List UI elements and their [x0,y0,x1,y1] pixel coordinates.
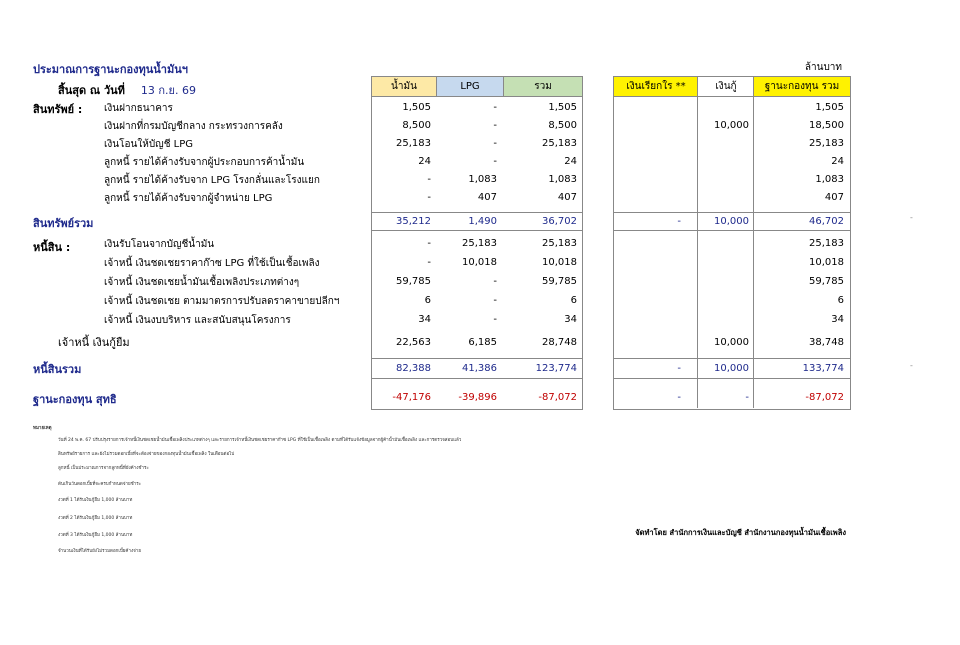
as-of-label: สิ้นสุด ณ วันที่ [58,84,125,97]
liability-row-label: เจ้าหนี้ เงินชดเชยน้ำมันเชื้อเพลิงประเภทต่างๆ [104,277,300,288]
asset-row-oil: - [427,192,431,203]
assets-label: สินทรัพย์ : [33,103,83,116]
liabilities-total-oil: 82,388 [396,363,431,374]
liability-row-total: 34 [564,314,577,325]
liability-row-label: เจ้าหนี้ เงินชดเชยราคาก๊าซ LPG ที่ใช้เป็นเชื้อเพลิง [104,258,320,269]
note-line: งวดที่ 2 ได้รับเงินกู้ยืม 1,000 ล้านบาท [58,516,133,521]
net-position-interest: - [677,392,681,403]
loan-creditor-loan: 10,000 [714,337,749,348]
asset-row-fund: 1,083 [815,174,844,185]
liability-row-fund: 25,183 [809,238,844,249]
liability-row-lpg: 25,183 [462,238,497,249]
liabilities-total-total: 123,774 [535,363,577,374]
assets-total-total: 36,702 [542,216,577,227]
loan-creditor-label: เจ้าหนี้ เงินกู้ยืม [58,336,130,349]
report-title: ประมาณการฐานะกองทุนน้ำมันฯ [33,63,188,76]
liability-row-interest [613,234,681,253]
notes-heading: หมายเหตุ [33,426,52,431]
liabilities-total-loan: 10,000 [714,363,749,374]
net-position-fund: -87,072 [805,392,844,403]
asset-row-interest [613,170,681,189]
prepared-by-credit: จัดทำโดย สำนักการเงินและบัญชี สำนักงานกองทุนน้ำมันเชื้อเพลิง [635,528,846,537]
asset-row-oil: 1,505 [402,102,431,113]
asset-row-label: เงินฝากที่กรมบัญชีกลาง กระทรวงการคลัง [104,121,283,132]
liability-row-oil: 59,785 [396,276,431,287]
asset-row-loan: 10,000 [714,120,749,131]
asset-row-oil: 24 [418,156,431,167]
asset-row-interest [613,116,681,135]
asset-row-lpg: - [493,120,497,131]
asset-row-fund: 407 [824,192,844,203]
liability-row-interest [613,291,681,310]
liability-row-fund: 10,018 [809,257,844,268]
liability-row-lpg: - [493,276,497,287]
unit-label: ล้านบาท [804,62,842,73]
asset-row-interest [613,98,681,117]
asset-row-total: 24 [564,156,577,167]
row-divider [371,378,583,379]
liability-row-lpg: 10,018 [462,257,497,268]
loan-creditor-oil: 22,563 [396,337,431,348]
header-fund-total: ฐานะกองทุน รวม [753,76,851,97]
asset-row-total: 8,500 [548,120,577,131]
asset-row-label: ลูกหนี้ รายได้ค้างรับจากผู้ประกอบการค้าน้ำมัน [104,157,305,168]
liability-row-label: เงินรับโอนจากบัญชีน้ำมัน [104,239,215,250]
liability-row-label: เจ้าหนี้ เงินงบบริหาร และสนับสนุนโครงการ [104,315,291,326]
liability-row-interest [613,310,681,329]
note-line: งวดที่ 1 ได้รับเงินกู้ยืม 1,000 ล้านบาท [58,498,133,503]
asset-row-loan [697,152,749,171]
loan-creditor-total: 28,748 [542,337,577,348]
asset-row-total: 25,183 [542,138,577,149]
liabilities-total-label: หนี้สินรวม [33,363,82,376]
asset-row-loan [697,188,749,207]
as-of-date: 13 ก.ย. 69 [140,84,196,97]
asset-row-fund: 1,505 [815,102,844,113]
asset-row-loan [697,98,749,117]
liability-row-oil: - [427,257,431,268]
header-loan: เงินกู้ [697,76,755,97]
asset-row-label: เงินฝากธนาคาร [104,103,173,114]
asset-row-fund: 25,183 [809,138,844,149]
margin-mark: - [910,213,913,222]
asset-row-label: ลูกหนี้ รายได้ค้างรับจากผู้จำหน่าย LPG [104,193,273,204]
liabilities-total-lpg: 41,386 [462,363,497,374]
asset-row-total: 1,505 [548,102,577,113]
liability-row-total: 10,018 [542,257,577,268]
liability-row-total: 59,785 [542,276,577,287]
liability-row-oil: 34 [418,314,431,325]
assets-total-oil: 35,212 [396,216,431,227]
asset-row-oil: 25,183 [396,138,431,149]
row-divider [613,378,851,379]
asset-row-total: 407 [557,192,577,203]
assets-total-label: สินทรัพย์รวม [33,217,94,230]
assets-total-interest: - [677,216,681,227]
asset-row-lpg: - [493,156,497,167]
net-position-oil: -47,176 [392,392,431,403]
net-position-loan: - [745,392,749,403]
liability-row-lpg: - [493,295,497,306]
liability-row-loan [697,272,749,291]
margin-mark: - [910,361,913,370]
asset-row-loan [697,134,749,153]
note-line: วันที่ 24 พ.ค. 67 ปรับปรุงรายการเจ้าหนี้เงินชดเชยน้ำมันเชื้อเพลิงประเภทต่างๆ และรายการเจ้าหนี้เงินชดเชยราคาก๊าซ LPG ที่ใช้เป็นเชื้อเพลิง ตามที่ได้รับแจ้งข้อมูลจากผู้ค้าน้ำมันเชื้อเพลิง และการตรวจสอบแล้ว [58,438,462,443]
loan-creditor-lpg: 6,185 [468,337,497,348]
net-position-lpg: -39,896 [458,392,497,403]
liability-row-loan [697,291,749,310]
header-lpg: LPG [436,76,504,97]
liability-row-interest [613,272,681,291]
asset-row-fund: 18,500 [809,120,844,131]
liability-row-loan [697,253,749,272]
note-line: งวดที่ 3 ได้รับเงินกู้ยืม 1,000 ล้านบาท [58,533,133,538]
header-oil: น้ำมัน [371,76,437,97]
assets-total-loan: 10,000 [714,216,749,227]
liability-row-lpg: - [493,314,497,325]
asset-row-label: ลูกหนี้ รายได้ค้างรับจาก LPG โรงกลั่นและโรงแยก [104,175,320,186]
asset-row-lpg: - [493,138,497,149]
asset-row-oil: - [427,174,431,185]
asset-row-lpg: 1,083 [468,174,497,185]
asset-row-interest [613,188,681,207]
liability-row-fund: 59,785 [809,276,844,287]
liability-row-loan [697,234,749,253]
asset-row-total: 1,083 [548,174,577,185]
liability-row-label: เจ้าหนี้ เงินชดเชย ตามมาตรการปรับลดราคาขายปลีกฯ [104,296,340,307]
liability-row-fund: 34 [831,314,844,325]
loan-creditor-fund: 38,748 [809,337,844,348]
asset-row-interest [613,152,681,171]
net-position-label: ฐานะกองทุน สุทธิ [33,393,117,406]
asset-row-lpg: 407 [477,192,497,203]
liability-row-fund: 6 [837,295,844,306]
header-interest: เงินเรียกใร ** [613,76,699,97]
assets-total-fund: 46,702 [809,216,844,227]
asset-row-oil: 8,500 [402,120,431,131]
asset-row-lpg: - [493,102,497,113]
liability-row-loan [697,310,749,329]
liability-row-interest [613,253,681,272]
asset-row-label: เงินโอนให้บัญชี LPG [104,139,194,150]
note-line: จำนวนเงินที่ได้รับยังไม่รวมดอกเบี้ยค้างจ่าย [58,549,141,554]
note-line: สินทรัพย์รายการ และยังไม่รวมดอกเบี้ยที่จะต้องจ่ายของกองทุนน้ำมันเชื้อเพลิง ในเดือนต่อไป [58,452,235,457]
note-line: ดันเกินวันดอกเบี้ยที่จะครบกำหนดจ่ายชำระ [58,482,142,487]
header-total: รวม [503,76,583,97]
as-of [58,81,196,99]
liabilities-total-fund: 133,774 [802,363,844,374]
liability-row-total: 25,183 [542,238,577,249]
net-position-total: -87,072 [538,392,577,403]
liability-row-oil: - [427,238,431,249]
liability-row-oil: 6 [424,295,431,306]
liabilities-total-interest: - [677,363,681,374]
asset-row-interest [613,134,681,153]
liability-row-total: 6 [570,295,577,306]
asset-row-loan [697,170,749,189]
note-line: ลูกหนี้ เป็นประมาณการจากลูกหนี้ที่ยังค้างชำระ [58,466,149,471]
assets-total-lpg: 1,490 [468,216,497,227]
liabilities-label: หนี้สิน : [33,241,71,254]
asset-row-fund: 24 [831,156,844,167]
